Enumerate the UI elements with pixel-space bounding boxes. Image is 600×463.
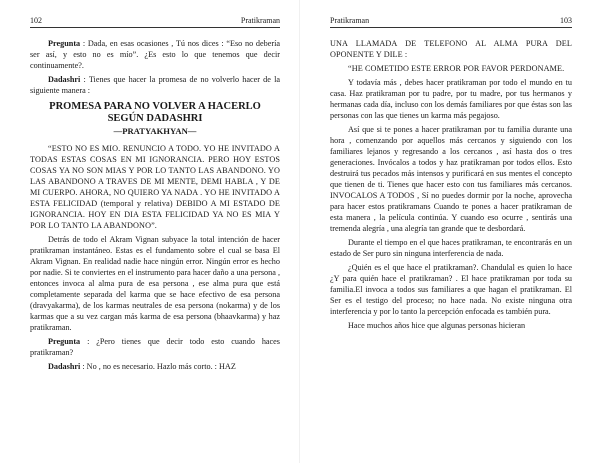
- speaker-label: Dadashri: [48, 75, 81, 84]
- body-paragraph: Y todavía más , debes hacer pratikraman por todo el mundo en tu casa. Haz pratikraman por tu padre, por tu madre, por tus hermanos y hermanas cada día, incluso con los demás familiares por que éstas son las personas con las que tienes un karma más pegajoso.: [330, 78, 572, 120]
- body-paragraph: Así que si te pones a hacer pratikraman por tu familia durante una hora , comenzando por aquellos más cercanos y siguiendo con los familiares lejanos y regresando a los cercanos , así hasta dos o tres generaciones. Invócalos a todos y haz pratikraman por todos ellos. Esto destruirá tus pecados más intensos y purificará en sus mentes el concepto que tienen de ti. Tienes que hacer esto con tus familiares más cercanos. INVOCALOS A TODOS , Sí no puedes dormir por la noche, aprovecha para hacer estos pratikramans Cuando te pones a hacer pratikraman de esta manera , la película continúa. Y cuando eso ocurre , sentirás una tremenda alegría , una alegría tan grande que te desbordará.: [330, 125, 572, 233]
- answer-paragraph: [30, 361, 280, 372]
- answer-paragraph: [30, 74, 280, 96]
- promise-quote: “ESTO NO ES MIO. RENUNCIO A TODO. YO HE INVITADO A TODAS ESTAS COSAS EN MI IGNORANCIA. PERO HOY ESTOS COSAS YA NO SON MIAS Y POR LO TANTO LAS ABANDONO. YO LAS ABANDONO A TRAVES DE MI MENTE, DEMI HABLA , Y DE MI CUERPO. AHORA, NO QUIERO YA NADA . YO HE INVITADO A ESTA FELICIDAD (temporal y relativa) DEBIDO A MI ESTADO DE IGNORANCIA. HOY EN DIA ESTA FELICIDAD YA NO ES MIA Y POR LO TANTO LA ABANDONO”.: [30, 144, 280, 230]
- left-page-number: 102: [30, 16, 42, 25]
- right-page-body: [330, 38, 572, 331]
- apology-quote: “HE COMETIDO ESTE ERROR POR FAVOR PERDONAME.: [348, 64, 565, 73]
- speaker-label: Pregunta: [48, 39, 81, 48]
- vignan-paragraph: Detrás de todo el Akram Vignan subyace la total intención de hacer pratikraman instantáneo. Estas es el fundamento sobre el cual se basa El Akram Vignan. En realidad nadie hace ningún error. Ningún error es hecho por nadie. Si te conviertes en el instrumento para hacer daño a una persona , entonces invoca al alma pura de esa persona , ese alma pura que está completamente separada del karma que se hace efectivo de esa persona (dravyakarma), de los karmas neutrales de esa persona (nokarma) y de los karmas que a su vez cargan más karma de esa persona (bhaavkarma) y haz pratikraman.: [30, 235, 280, 332]
- speaker-label: Dadashri: [48, 362, 81, 371]
- left-running-head: [30, 0, 280, 28]
- body-paragraph: Durante el tiempo en el que haces pratikraman, te encontrarás en un estado de Ser puro sin ninguna interferencia de nada.: [330, 238, 572, 258]
- opening-paragraph: UNA LLAMADA DE TELEFONO AL ALMA PURA DEL OPONENTE Y DILE :: [330, 39, 572, 59]
- right-page: [300, 0, 600, 463]
- paragraph-text: : No , no es necesario. Hazlo más corto. : HAZ: [82, 362, 236, 371]
- left-page-body: [30, 38, 280, 372]
- body-paragraph: Hace muchos años hice que algunas personas hicieran: [348, 321, 526, 330]
- question-paragraph: [30, 336, 280, 358]
- section-subheading: —PRATYAKHYAN—: [113, 126, 197, 136]
- speaker-label: Pregunta: [48, 337, 81, 346]
- right-running-head: [330, 0, 572, 28]
- paragraph-text: : Dada, en esas ocasiones , Tú nos dices : “Eso no debería ser así, y esto no es mío”. ¿Es esto lo que tenemos que decir continuamente?.: [30, 39, 280, 70]
- paragraph-text: : ¿Pero tienes que decir todo esto cuando haces pratikraman?: [30, 337, 280, 357]
- paragraph-text: : Tienes que hacer la promesa de no volverlo hacer de la siguiente manera :: [30, 75, 281, 95]
- right-running-title: Pratikraman: [330, 16, 370, 25]
- body-paragraph: ¿Quién es el que hace el pratikraman?. Chandulal es quien lo hace ¿Y para quién hace el pratikraman? . El hace pratikraman por toda su familia.El invoca a todos sus familiares a que hagan el pratikraman. El Ser es el testigo del proceso; no hace nada. No existe ninguna otra interferencia y por lo tanto la percepción enfocada es también pura.: [330, 263, 572, 316]
- left-running-title: Pratikraman: [240, 16, 280, 25]
- right-page-number: 103: [560, 16, 572, 25]
- question-paragraph: [30, 38, 280, 71]
- section-heading: PROMESA PARA NO VOLVER A HACERLO SEGÚN DADASHRI: [49, 101, 261, 124]
